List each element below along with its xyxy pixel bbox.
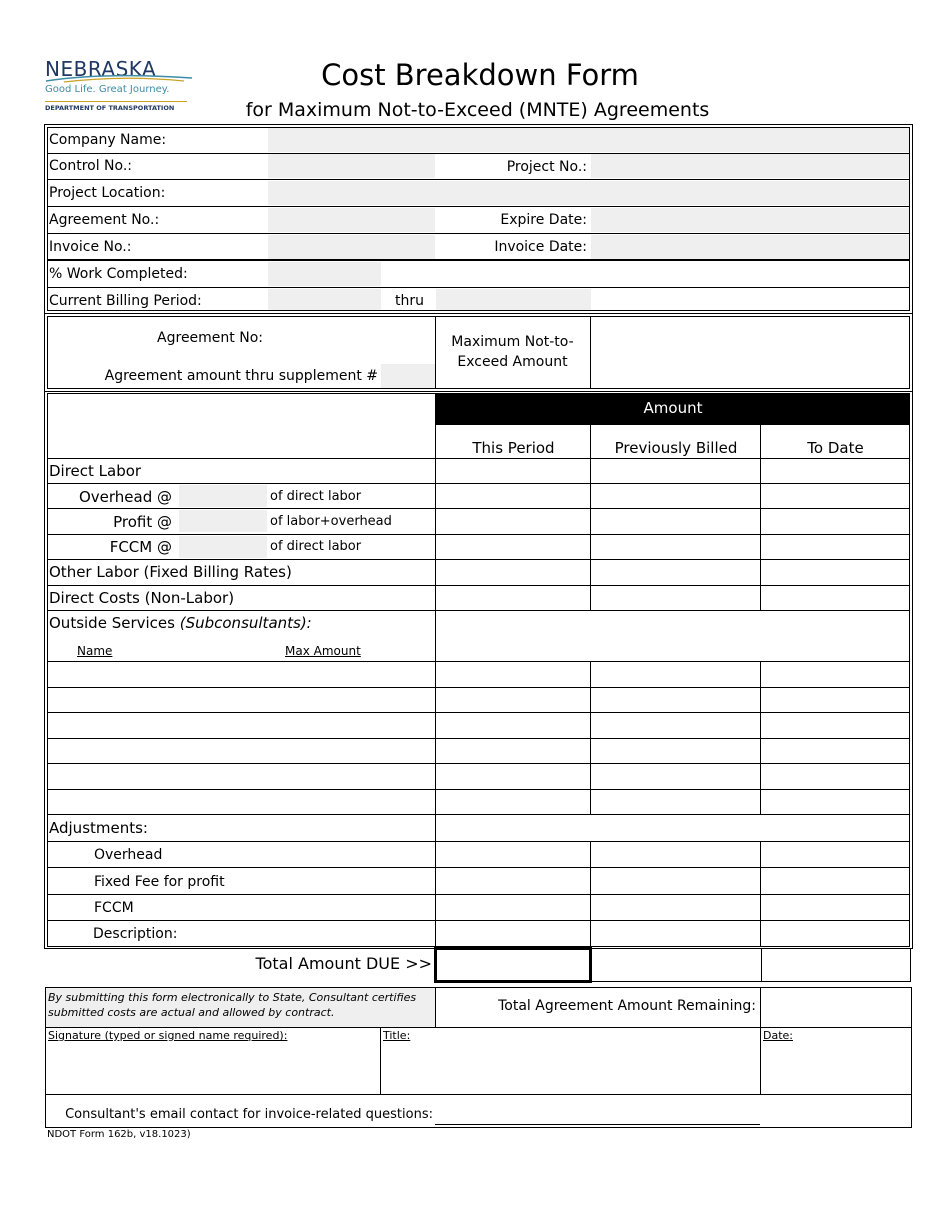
subconsultants-text: (Subconsultants):: [179, 614, 312, 632]
billing-end-field[interactable]: [436, 289, 591, 310]
remaining-label: Total Agreement Amount Remaining:: [498, 998, 756, 1014]
billing-start-field[interactable]: [268, 289, 381, 310]
sub-name-header: Name: [77, 644, 113, 658]
project-no-label: Project No.:: [506, 159, 587, 175]
sub-max-amount-header: Max Amount: [285, 644, 361, 658]
logo-department: DEPARTMENT OF TRANSPORTATION: [45, 104, 175, 112]
company-name-field[interactable]: [268, 128, 909, 152]
invoice-no-field[interactable]: [268, 235, 435, 259]
date-label: Date:: [763, 1029, 793, 1042]
direct-labor-label: Direct Labor: [49, 462, 142, 480]
expire-date-label: Expire Date:: [500, 212, 587, 228]
remaining-field[interactable]: [761, 988, 911, 1027]
adj-fixed-fee-label: Fixed Fee for profit: [94, 874, 225, 890]
work-completed-label: % Work Completed:: [49, 266, 188, 282]
fccm-rate-desc: of direct labor: [270, 539, 362, 554]
total-prev-billed-field: [591, 948, 762, 982]
email-field[interactable]: [435, 1106, 760, 1125]
direct-costs-label: Direct Costs (Non-Labor): [49, 589, 235, 607]
ndot-logo: [44, 58, 194, 118]
expire-date-field[interactable]: [591, 208, 909, 232]
total-to-date-field: [761, 948, 911, 982]
agreement-no-field[interactable]: [268, 208, 435, 232]
signature-field[interactable]: [46, 1043, 379, 1093]
mnte-amount-label: Maximum Not-to-Exceed Amount: [451, 334, 574, 370]
control-no-label: Control No.:: [49, 158, 133, 174]
profit-rate-label: Profit @: [113, 513, 172, 531]
this-period-header: This Period: [472, 439, 555, 457]
adjustments-label: Adjustments:: [49, 819, 148, 837]
certify-statement: By submitting this form electronically to State, Consultant certifies submitted costs are actual and allowed by contract.: [48, 991, 417, 1019]
overhead-rate-field[interactable]: [179, 485, 267, 507]
signature-label: Signature (typed or signed name required):: [48, 1029, 288, 1042]
form-title: Cost Breakdown Form: [321, 58, 639, 92]
cost-table-inner: [47, 393, 910, 947]
fccm-rate-field[interactable]: [179, 536, 267, 558]
invoice-date-label: Invoice Date:: [494, 239, 587, 255]
logo-tagline: Good Life. Great Journey.: [45, 84, 170, 95]
title-label: Title:: [383, 1029, 411, 1042]
control-no-field[interactable]: [268, 154, 435, 178]
adj-overhead-label: Overhead: [94, 847, 163, 863]
title-field[interactable]: [381, 1043, 759, 1093]
mnte-amount-field[interactable]: [591, 317, 909, 388]
project-location-label: Project Location:: [49, 185, 166, 201]
total-due-field[interactable]: [434, 947, 592, 983]
work-completed-field[interactable]: [268, 262, 381, 286]
outside-services-label: [49, 615, 312, 631]
profit-rate-desc: of labor+overhead: [270, 514, 392, 529]
logo-name: NEBRASKA: [45, 57, 157, 81]
thru-label: thru: [395, 293, 424, 309]
other-labor-label: Other Labor (Fixed Billing Rates): [49, 563, 292, 581]
overhead-rate-desc: of direct labor: [270, 489, 362, 504]
amount-header-label: Amount: [643, 399, 703, 417]
form-id: NDOT Form 162b, v18.1023): [47, 1129, 191, 1140]
adj-fccm-label: FCCM: [94, 900, 134, 916]
billing-period-label: Current Billing Period:: [49, 293, 202, 309]
form-subtitle: for Maximum Not-to-Exceed (MNTE) Agreements: [245, 99, 710, 121]
adj-description-label: Description:: [93, 926, 178, 942]
invoice-date-field[interactable]: [591, 235, 909, 259]
email-label: Consultant's email contact for invoice-related questions:: [65, 1107, 433, 1122]
company-name-label: Company Name:: [49, 132, 167, 148]
agreement-no-label-2: Agreement No:: [157, 330, 263, 346]
date-field[interactable]: [761, 1043, 911, 1093]
logo-swoosh-icon: [44, 72, 194, 84]
profit-rate-field[interactable]: [179, 510, 267, 532]
invoice-no-label: Invoice No.:: [49, 239, 132, 255]
overhead-rate-label: Overhead @: [78, 488, 172, 506]
outside-services-text: Outside Services: [49, 614, 175, 632]
supplement-label: Agreement amount thru supplement #: [104, 368, 378, 384]
fccm-rate-label: FCCM @: [109, 538, 172, 556]
supplement-no-field[interactable]: [381, 364, 435, 388]
agreement-no-label: Agreement No.:: [49, 212, 160, 228]
previously-billed-header: Previously Billed: [614, 439, 738, 457]
project-no-field[interactable]: [591, 154, 909, 178]
total-due-label: Total Amount DUE >>: [255, 954, 432, 973]
to-date-header: To Date: [807, 439, 864, 457]
project-location-field[interactable]: [268, 181, 909, 205]
